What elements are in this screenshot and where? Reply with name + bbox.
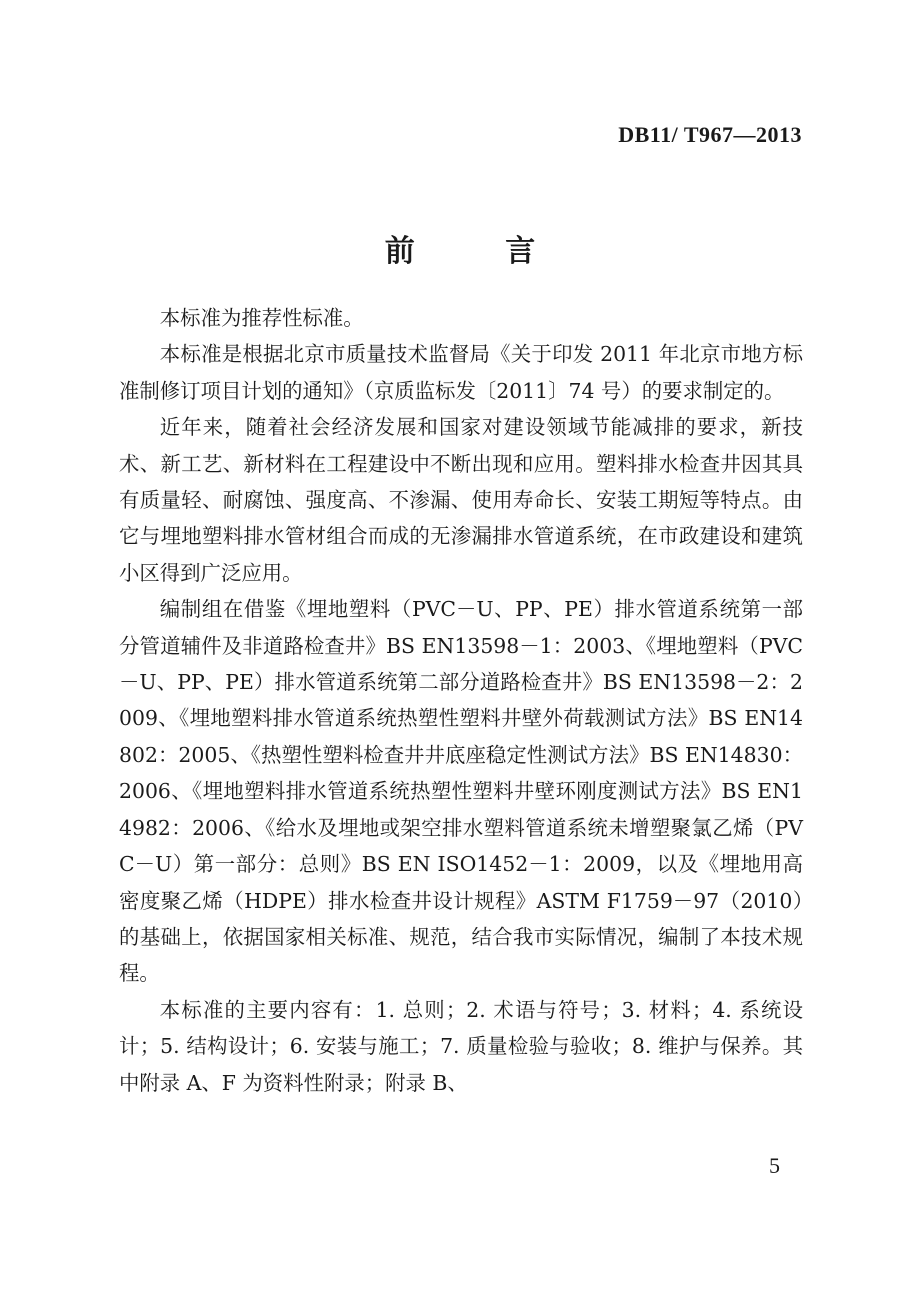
paragraph-2: 本标准是根据北京市质量技术监督局《关于印发 2011 年北京市地方标准制修订项目计划的通知》（京质监标发〔2011〕74 号）的要求制定的。 (119, 342, 803, 403)
paragraph-5: 本标准的主要内容有：1. 总则；2. 术语与符号；3. 材料；4. 系统设计；5. 结构设计；6. 安装与施工；7. 质量检验与验收；8. 维护与保养。其中附录 A、F 为资料性附录；附录 B、 (119, 997, 803, 1095)
paragraph-4: 编制组在借鉴《埋地塑料（PVC－U、PP、PE）排水管道系统第一部分管道辅件及非道路检查井》BS EN13598－1：2003、《埋地塑料（PVC－U、PP、PE）排水管道系统第二部分道路检查井》BS EN13598－2：2009、《埋地塑料排水管道系统热塑性塑料井壁外荷载测试方法》BS EN14802：2005、《热塑性塑料检查井井底座稳定性测试方法》BS EN14830：2006、《埋地塑料排水管道系统热塑性塑料井壁环刚度测试方法》BS EN14982：2006、《给水及埋地或架空排水塑料管道系统未增塑聚氯乙烯（PVC－U）第一部分：总则》BS EN ISO1452－1：2009，以及《埋地用高密度聚乙烯（HDPE）排水检查井设计规程》ASTM F1759－97（2010）的基础上，依据国家相关标准、规范，结合我市实际情况，编制了本技术规程。 (119, 597, 803, 986)
standard-code: DB11/ T967—2013 (618, 122, 802, 147)
page-number: 5 (769, 1153, 780, 1178)
paragraph-1: 本标准为推荐性标准。 (159, 306, 364, 330)
paragraph-3: 近年来，随着社会经济发展和国家对建设领域节能减排的要求，新技术、新工艺、新材料在工程建设中不断出现和应用。塑料排水检查井因其具有质量轻、耐腐蚀、强度高、不渗漏、使用寿命长、安装工期短等特点。由它与埋地塑料排水管材组合而成的无渗漏排水管道系统，在市政建设和建筑小区得到广泛应用。 (119, 415, 803, 585)
body-text (119, 300, 803, 1101)
page-title: 前 言 (384, 234, 576, 269)
